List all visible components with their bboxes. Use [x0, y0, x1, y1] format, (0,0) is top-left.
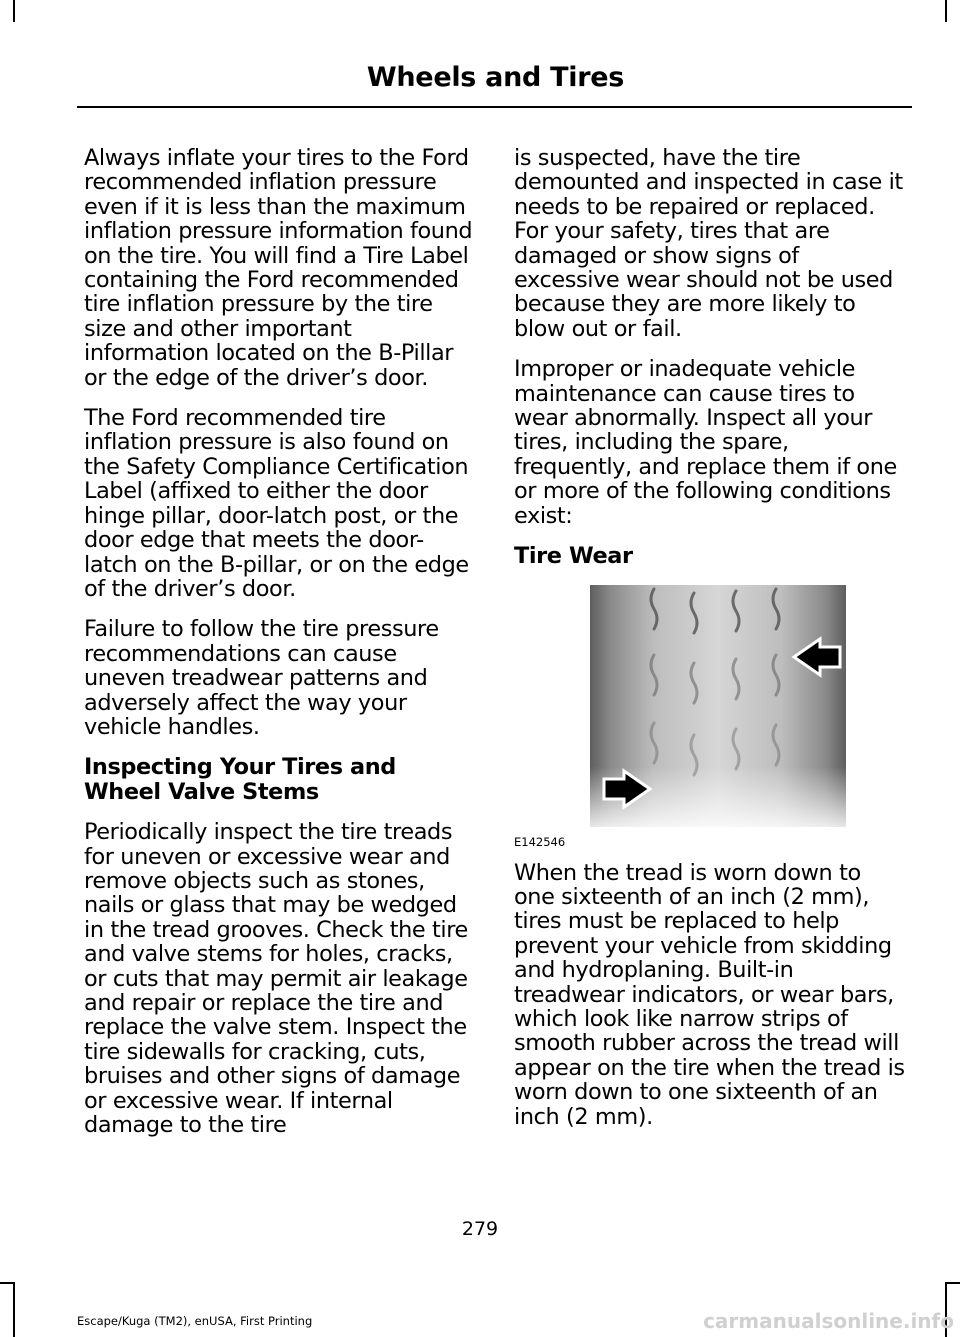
section-heading-inspecting: Inspecting Your Tires and Wheel Valve Stems: [84, 754, 396, 805]
crop-mark-top-left: [13, 0, 15, 22]
header-divider: [77, 106, 912, 108]
page-number: 279: [461, 1218, 499, 1240]
crop-mark-bottom-left: [13, 1282, 15, 1337]
tire-tread-illustration: [590, 585, 846, 827]
crop-mark-top-right: [945, 0, 947, 22]
footer-edition: Escape/Kuga (TM2), enUSA, First Printing: [77, 1314, 313, 1328]
paragraph-certification-label: The Ford recommended tire inflation pressure is also found on the Safety Compliance Certification Label (affixed to either the door hinge pillar, door-latch post, or the door edge that meets the door-latch on the B-pillar, or on the edge of the driver’s door.: [84, 405, 469, 602]
figure-id: E142546: [514, 834, 566, 849]
paragraph-suspected-damage: is suspected, have the tire demounted and inspected in case it needs to be repaired or replaced. For your safety, tires that are damaged or show signs of excessive wear should not be used because they are more likely to blow out or fail.: [514, 145, 903, 342]
tire-wear-figure: [514, 585, 906, 849]
left-column: [84, 146, 476, 1153]
section-heading-tire-wear: Tire Wear: [514, 543, 633, 570]
page-title: Wheels and Tires: [366, 62, 624, 93]
right-column: [514, 146, 906, 1145]
paragraph-failure-warning: Failure to follow the tire pressure recommendations can cause uneven treadwear patterns and adversely affect the way your vehicle handles.: [84, 616, 439, 740]
paragraph-maintenance: Improper or inadequate vehicle maintenance can cause tires to wear abnormally. Inspect all your tires, including the spare, frequently, and replace them if one or more of the following conditions exist:: [514, 356, 897, 529]
crop-mark-bottom-left-h: [0, 1282, 15, 1284]
paragraph-inflation: Always inflate your tires to the Ford recommended inflation pressure even if it is less than the maximum inflation pressure information found on the tire. You will find a Tire Label containing the Ford recommended tire inflation pressure by the tire size and other important information located on the B-Pillar or the edge of the driver’s door.: [84, 145, 473, 391]
paragraph-inspect-treads: Periodically inspect the tire treads for uneven or excessive wear and remove objects such as stones, nails or glass that may be wedged in the tread grooves. Check the tire and valve stems for holes, cracks, or cuts that may permit air leakage and repair or replace the tire and replace the valve stem. Inspect the tire sidewalls for cracking, cuts, bruises and other signs of damage or excessive wear. If internal damage to the tire: [84, 819, 468, 1139]
watermark: carmanualsonline.info: [703, 1309, 954, 1333]
paragraph-tread-depth: When the tread is worn down to one sixteenth of an inch (2 mm), tires must be replaced to help prevent your vehicle from skidding and hydroplaning. Built-in treadwear indicators, or wear bars, which look like narrow strips of smooth rubber across the tread will appear on the tire when the tread is worn down to one sixteenth of an inch (2 mm).: [514, 859, 905, 1130]
crop-mark-bottom-right-h: [945, 1282, 960, 1284]
